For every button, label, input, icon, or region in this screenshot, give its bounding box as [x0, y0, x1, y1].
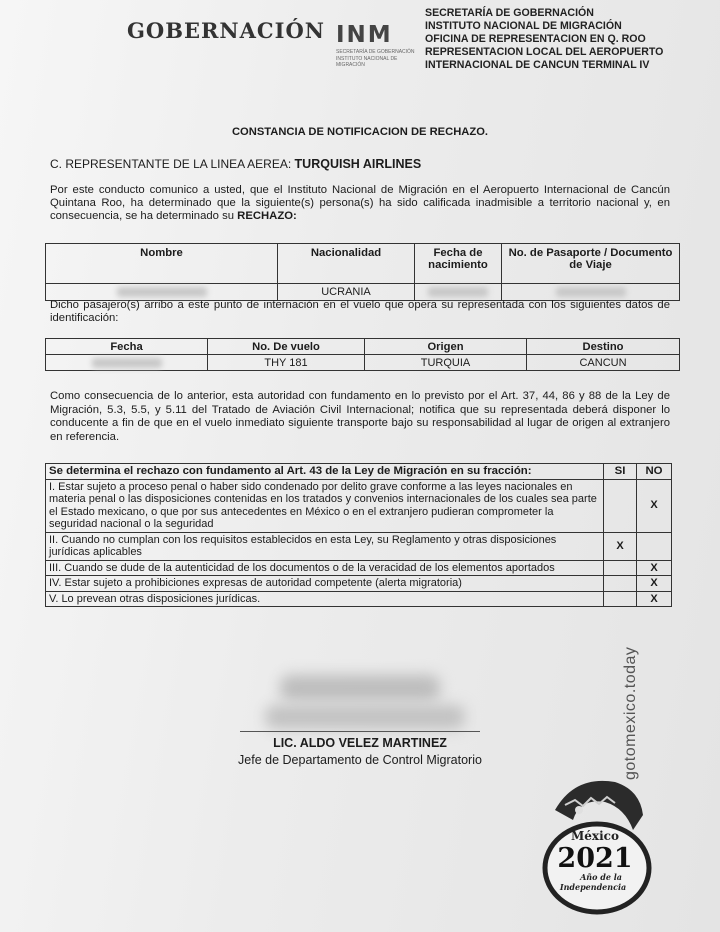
flight-origin-cell: TURQUIA: [365, 355, 527, 371]
person-birthdate-cell: [415, 284, 502, 301]
signature-line: [240, 731, 480, 732]
inm-logo: [336, 22, 416, 68]
seal-text-year: 2021: [557, 843, 633, 874]
flight-date-cell: [46, 355, 208, 371]
flight-col-header: Fecha: [46, 339, 208, 355]
si-header: SI: [604, 464, 637, 480]
rejection-reason: IV. Estar sujeto a prohibiciones expresas de autoridad competente (alerta migratoria): [46, 576, 604, 592]
notification-text: Por este conducto comunico a usted, que el Instituto Nacional de Migración en el Aeropuerto Internacional de Cancún Quintana Roo, ha determinado que la siguiente(s) persona(s) ha sido calificada inadmisible a territorio nacional y, en consecuencia, se ha determinado su: [50, 184, 670, 223]
airline-representative-line: [50, 157, 421, 171]
redacted-stamp: [265, 705, 465, 729]
watermark: gotomexico.today: [622, 646, 639, 780]
office-header-line: REPRESENTACION LOCAL DEL AEROPUERTO: [425, 46, 664, 58]
airline-name: TURQUISH AIRLINES: [294, 157, 422, 171]
flight-table: [45, 338, 680, 371]
signatory-name-text: LIC. ALDO VELEZ MARTINEZ: [273, 736, 447, 750]
redacted-block: [428, 287, 488, 297]
no-mark: [637, 532, 672, 560]
flight-col-header: Origen: [365, 339, 527, 355]
no-mark: X: [637, 479, 672, 532]
redacted-signature: [280, 675, 440, 701]
person-col-header: Fecha de nacimiento: [415, 244, 502, 284]
rejection-reason: V. Lo prevean otras disposiciones jurídicas.: [46, 591, 604, 607]
inm-logo-text: INM: [336, 22, 393, 48]
office-header-line: OFICINA DE REPRESENTACION EN Q. ROO: [425, 33, 646, 45]
redacted-block: [92, 358, 162, 368]
rejection-row: [46, 532, 672, 560]
document-title: CONSTANCIA DE NOTIFICACION DE RECHAZO.: [231, 126, 489, 138]
no-mark: X: [637, 591, 672, 607]
office-header: [425, 7, 672, 72]
si-mark: [604, 560, 637, 576]
si-mark: X: [604, 532, 637, 560]
rejection-header: Se determina el rechazo con fundamento al Art. 43 de la Ley de Migración en su fracción:: [46, 464, 604, 480]
notification-paragraph: [50, 184, 670, 224]
inm-logo-subtext-1: SECRETARÍA DE GOBERNACIÓN: [336, 49, 415, 55]
seal-text-independencia: Independencia: [559, 882, 627, 892]
signatory-name: [0, 736, 720, 750]
consequence-paragraph: Como consecuencia de lo anterior, esta autoridad con fundamento en lo previsto por el Art. 37, 44, 86 y 88 de la Ley de Migración, 5.3, 5.5, y 5.11 del Tratado de Aviación Civil Internacional; notifica que su representada deberá disponer lo conducente a fin de que en el vuelo inmediato siguiente transporte bajo su responsabilidad al lugar de origen al extranjero en referencia.: [50, 390, 670, 443]
person-col-header: No. de Pasaporte / Documento de Viaje: [502, 244, 680, 284]
rejection-row: [46, 479, 672, 532]
office-header-line: INTERNACIONAL DE CANCUN TERMINAL IV: [425, 59, 650, 71]
si-mark: [604, 479, 637, 532]
office-header-line: SECRETARÍA DE GOBERNACIÓN: [425, 7, 594, 19]
rejection-row: [46, 576, 672, 592]
flight-number-cell: THY 181: [208, 355, 365, 371]
person-nationality-cell: UCRANIA: [278, 284, 415, 301]
flight-col-header: Destino: [527, 339, 680, 355]
no-mark: X: [637, 560, 672, 576]
person-table: [45, 243, 680, 301]
rejection-reason: II. Cuando no cumplan con los requisitos establecidos en esta Ley, su Reglamento y otras disposiciones jurídicas aplicables: [46, 532, 604, 560]
redacted-block: [556, 287, 626, 297]
signatory-role: [0, 753, 720, 767]
person-col-header: Nombre: [46, 244, 278, 284]
mexico-2021-seal: [535, 770, 655, 915]
rejection-table: [45, 463, 672, 607]
seal-text-mexico: México: [571, 829, 619, 843]
flight-destination-cell: CANCUN: [527, 355, 680, 371]
redacted-block: [117, 287, 207, 297]
rechazo-label: RECHAZO:: [237, 210, 297, 223]
rejection-row: [46, 591, 672, 607]
no-header: NO: [637, 464, 672, 480]
person-col-header: Nacionalidad: [278, 244, 415, 284]
si-mark: [604, 591, 637, 607]
si-mark: [604, 576, 637, 592]
arrival-paragraph: Dicho pasajero(s) arribo a este punto de internación en el vuelo que opera su representada con los siguientes datos de identificación:: [50, 299, 670, 325]
person-name-cell: [46, 284, 278, 301]
office-header-line: INSTITUTO NACIONAL DE MIGRACIÓN: [425, 20, 622, 32]
inm-logo-subtext-2: INSTITUTO NACIONAL DE MIGRACIÓN: [336, 56, 398, 68]
person-passport-cell: [502, 284, 680, 301]
rejection-reason: III. Cuando se dude de la autenticidad de los documentos o de la veracidad de los elementos aportados: [46, 560, 604, 576]
seal-text-ano: Año de la: [580, 872, 622, 882]
representative-prefix: C. REPRESENTANTE DE LA LINEA AEREA:: [50, 157, 292, 171]
flight-col-header: No. De vuelo: [208, 339, 365, 355]
rejection-row: [46, 560, 672, 576]
no-mark: X: [637, 576, 672, 592]
signatory-role-text: Jefe de Departamento de Control Migratorio: [238, 753, 482, 767]
rejection-reason: I. Estar sujeto a proceso penal o haber sido condenado por delito grave conforme a las leyes nacionales en materia penal o las disposiciones contenidas en los tratados y convenios internacionales de los cuales sea parte el Estado mexicano, o que por sus antecedentes en México o en el extranjero pudieran comprometer la seguridad nacional o la seguridad: [46, 479, 604, 532]
gobernacion-logo: GOBERNACIÓN: [127, 18, 325, 43]
